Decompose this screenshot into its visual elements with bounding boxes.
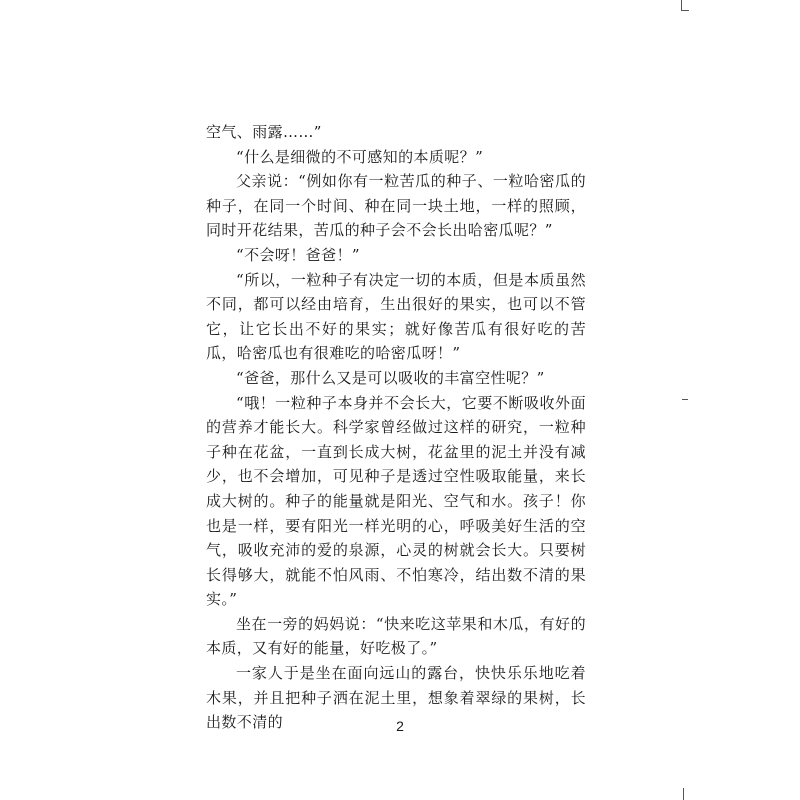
crop-mark-bottom-right xyxy=(683,788,684,800)
paragraph: 父亲说：“例如你有一粒苦瓜的种子、一粒哈密瓜的种子，在同一个时间、种在同一块土地，一样的照顾，同时开花结果，苦瓜的种子会不会长出哈密瓜呢？” xyxy=(206,172,586,240)
paragraph: “什么是细微的不可感知的本质呢？” xyxy=(236,147,484,166)
paragraph: 空气、雨露……” xyxy=(206,123,322,141)
paragraph: 坐在一旁的妈妈说：“快来吃这苹果和木瓜，有好的本质，又有好的能量，好吃极了。” xyxy=(206,614,586,658)
paragraph: “所以，一粒种子有决定一切的本质，但是本质虽然不同，都可以经由培育，生出很好的果实，也可以不管它，让它长出不好的果实；就好像苦瓜有很好吃的苦瓜，哈密瓜也有很难吃的哈密瓜呀！” xyxy=(206,270,586,363)
body-text xyxy=(206,120,586,735)
paragraph: “不会呀！爸爸！” xyxy=(236,245,360,264)
page-number: 2 xyxy=(396,718,404,734)
paragraph: “爸爸，那什么又是可以吸收的丰富空性呢？” xyxy=(236,368,545,387)
paragraph: 一家人于是坐在面向远山的露台，快快乐乐地吃着木果，并且把种子洒在泥土里，想象着翠绿的果树，长出数不清的 xyxy=(206,664,586,732)
margin-tick-right xyxy=(682,399,688,400)
paragraph: “哦！一粒种子本身并不会长大，它要不断吸收外面的营养才能长大。科学家曾经做过这样的研究，一粒种子种在花盆，一直到长成大树，花盆里的泥土并没有减少，也不会增加，可见种子是透过空性吸取能量，来长成大树的。种子的能量就是阳光、空气和水。孩子！你也是一样，要有阳光一样光明的心，呼吸美好生活的空气，吸收充沛的爱的泉源，心灵的树就会长大。只要树长得够大，就能不怕风雨、不怕寒冷，结出数不清的果实。” xyxy=(206,393,586,609)
crop-mark-top-right xyxy=(681,0,689,11)
